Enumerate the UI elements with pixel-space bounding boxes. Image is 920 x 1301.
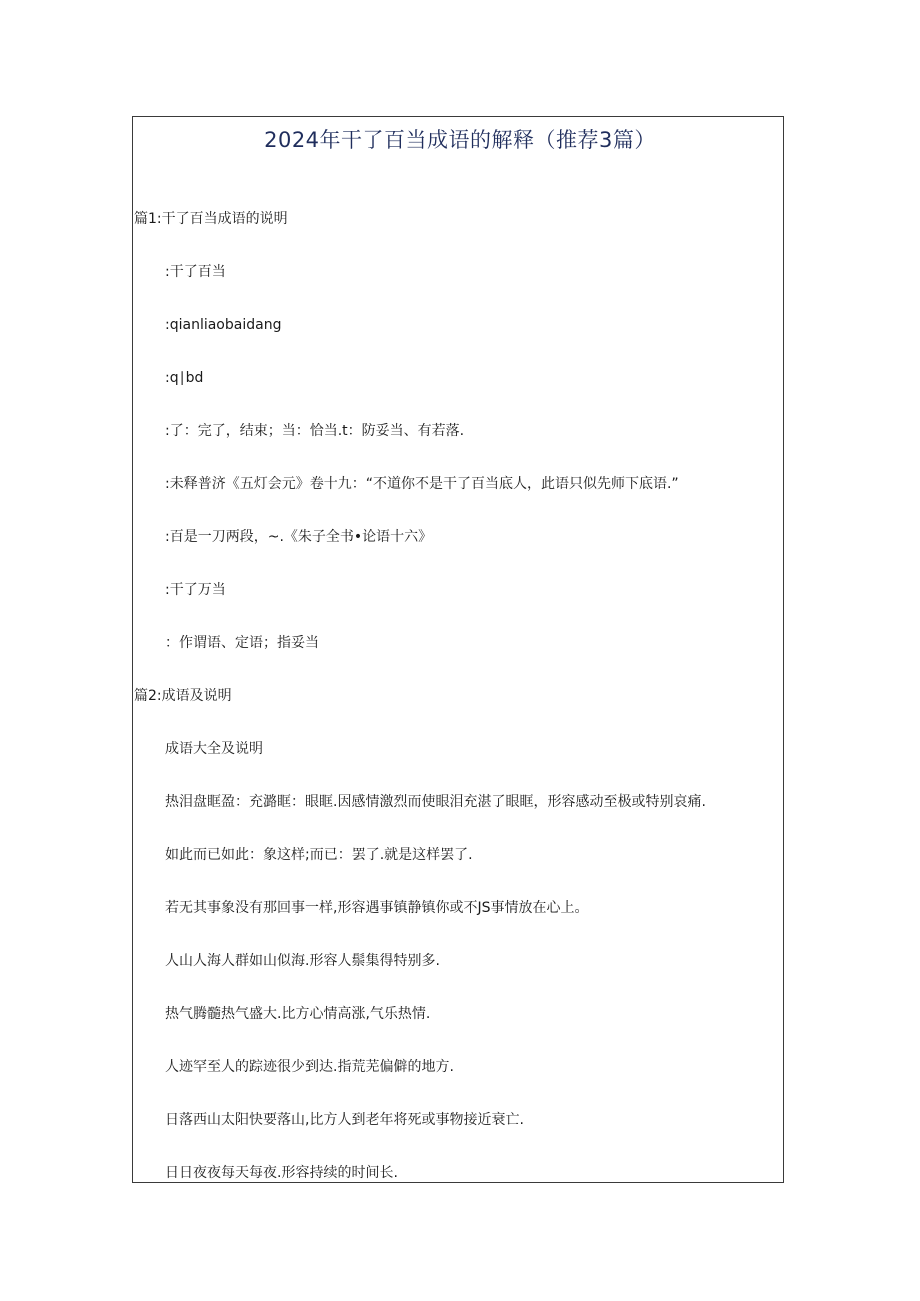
document-title: 2024年干了百当成语的解释（推荐3篇） — [264, 128, 656, 152]
text-line: 热气腾髓热气盛大.比方心情高涨,气乐热情. — [165, 1006, 431, 1022]
text-line: 人山人海人群如山似海.形容人鬃集得特别多. — [165, 953, 440, 969]
section-heading-2: 篇2:成语及说明 — [134, 688, 232, 704]
text-line: 如此而已如此：象这样;而已：罢了.就是这样罢了. — [165, 847, 473, 863]
text-line: 若无其事象没有那回事一样,形容遇事镇静镇你或不JS事情放在心上。 — [165, 900, 589, 916]
text-line: 日落西山太阳快要落山,比方人到老年将死或事物接近衰亡. — [165, 1112, 524, 1128]
text-line: 热泪盘眶盈：充潞眶：眼眶.因感情激烈而使眼泪充湛了眼眶，形容感动至极或特别哀痛. — [165, 794, 706, 810]
text-line: 人迹罕至人的踪迹很少到达.指荒芜偏僻的地方. — [165, 1059, 454, 1075]
text-line: :qianliaobaidang — [165, 317, 282, 333]
text-line: :q∣bd — [165, 370, 204, 386]
text-line: ：作谓语、定语；指妥当 — [165, 635, 319, 651]
text-line: :了：完了，结束；当：恰当.t：防妥当、有若落. — [165, 423, 465, 439]
text-line: :未释普济《五灯会元》卷十九：“不道你不是干了百当底人，此语只似先师下底语.” — [165, 476, 679, 492]
text-line: 成语大全及说明 — [165, 741, 263, 757]
section-heading-1: 篇1:干了百当成语的说明 — [134, 211, 288, 227]
text-line: :百是一刀两段，~.《朱子全书•论语十六》 — [165, 529, 433, 545]
text-line: :干了百当 — [165, 264, 226, 280]
text-line: :干了万当 — [165, 582, 226, 598]
text-line: 日日夜夜每天每夜.形容持续的时间长. — [165, 1165, 398, 1181]
